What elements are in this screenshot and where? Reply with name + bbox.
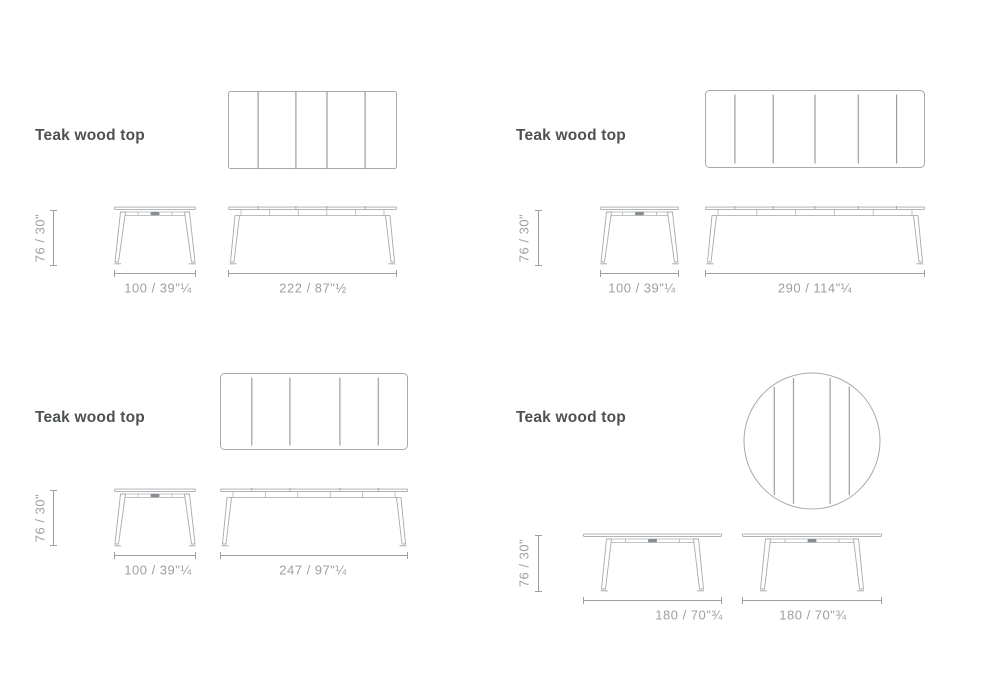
width-dim-line: [600, 273, 679, 274]
height-dim-label: 76 / 30": [516, 213, 532, 263]
table-end-view: [600, 203, 679, 267]
table-long-view: [220, 485, 408, 549]
length-dim-label: 247 / 97"¼: [279, 562, 347, 578]
table-long-view: [705, 203, 925, 267]
width-dim-label: 100 / 39"¼: [124, 562, 192, 578]
width-dim-line: [114, 273, 196, 274]
table-top-view: [228, 91, 397, 169]
table-end-view: [114, 203, 196, 267]
length-dim-line: [220, 555, 408, 556]
height-dim-label: 76 / 30": [516, 538, 532, 588]
table-top-view-round: [743, 372, 881, 510]
diameter-dim-label: 180 / 70"¾: [779, 607, 847, 623]
product-title: Teak wood top: [35, 127, 145, 144]
width-dim-label: 100 / 39"¼: [124, 280, 192, 296]
height-dim-label: 76 / 30": [32, 213, 48, 263]
table-top-view: [705, 90, 925, 168]
height-dim-line: [538, 535, 539, 592]
height-dim-line: [53, 210, 54, 266]
height-dim-label: 76 / 30": [32, 493, 48, 543]
table-end-view: [114, 485, 196, 549]
product-title: Teak wood top: [35, 409, 145, 426]
length-dim-line: [705, 273, 925, 274]
diameter-dim-line: [583, 600, 722, 601]
height-dim-line: [53, 490, 54, 546]
table-side-view: [742, 530, 882, 594]
table-top-view: [220, 373, 408, 450]
length-dim-label: 222 / 87"½: [279, 280, 347, 296]
length-dim-label: 290 / 114"¼: [777, 280, 853, 296]
product-title: Teak wood top: [516, 409, 626, 426]
diameter-dim-label: 180 / 70"¾: [655, 607, 723, 623]
length-dim-line: [228, 273, 397, 274]
height-dim-line: [538, 210, 539, 266]
table-long-view: [228, 203, 397, 267]
product-title: Teak wood top: [516, 127, 626, 144]
width-dim-line: [114, 555, 196, 556]
table-side-view: [583, 530, 722, 594]
width-dim-label: 100 / 39"¼: [608, 280, 676, 296]
diameter-dim-line: [742, 600, 882, 601]
